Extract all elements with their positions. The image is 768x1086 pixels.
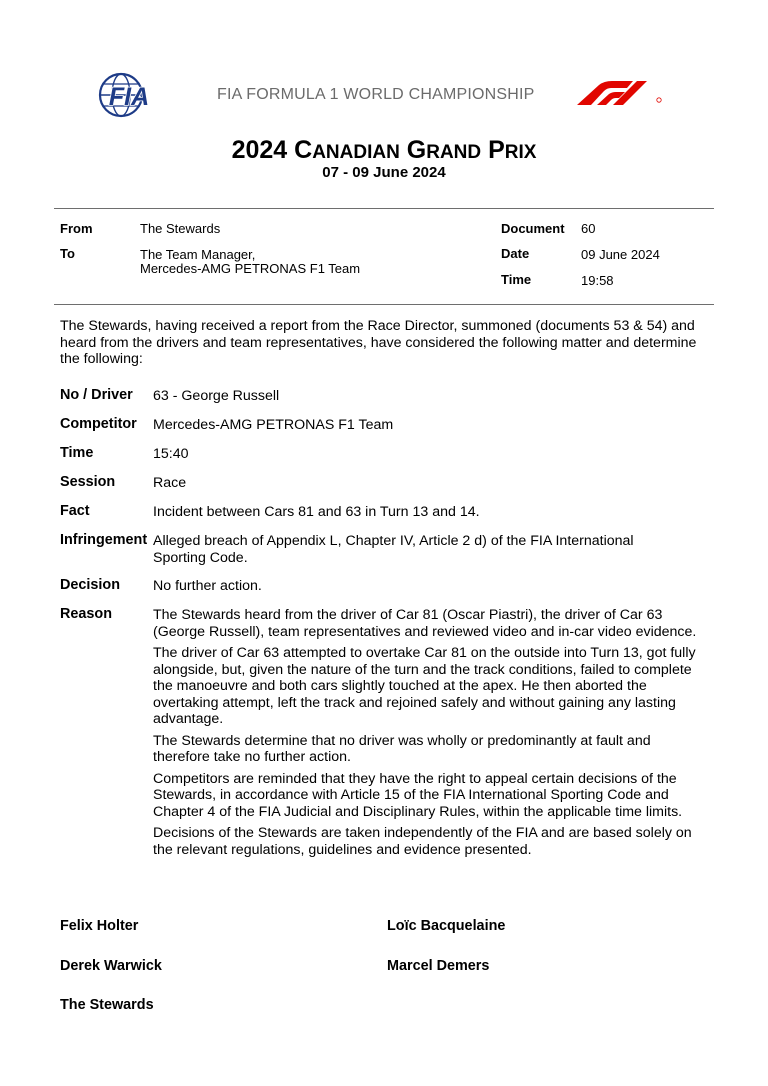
reason-text <box>153 607 701 863</box>
driver-label: No / Driver <box>60 387 133 403</box>
decision-label: Decision <box>60 577 120 593</box>
event-dates: 07 - 09 June 2024 <box>322 164 446 181</box>
incident-time-label: Time <box>60 445 94 461</box>
fia-logo <box>98 72 160 118</box>
fact-value: Incident between Cars 81 and 63 in Turn 13 and 14. <box>153 504 480 520</box>
reason-paragraph: Competitors are reminded that they have the right to appeal certain decisions of the Stewards, in accordance with Article 15 of the FIA International Sporting Code and Chapter 4 of the FIA Judicial and Disciplinary Rules, within the applicable time limits. <box>153 770 683 820</box>
infringement-value: Alleged breach of Appendix L, Chapter IV, Article 2 d) of the FIA International Sporting Code. <box>153 533 634 566</box>
to-value: The Team Manager, Mercedes-AMG PETRONAS F1 Team <box>140 247 361 276</box>
steward-name: Marcel Demers <box>387 958 490 974</box>
date-label: Date <box>501 246 530 261</box>
infringement-label: Infringement <box>60 532 148 548</box>
session-label: Session <box>60 474 116 490</box>
to-label: To <box>60 246 75 261</box>
from-value: The Stewards <box>140 221 221 236</box>
time-label: Time <box>501 272 532 287</box>
document-label: Document <box>501 221 565 236</box>
reason-label: Reason <box>60 606 112 622</box>
competitor-value: Mercedes-AMG PETRONAS F1 Team <box>153 417 394 433</box>
date-value: 09 June 2024 <box>581 247 660 262</box>
steward-name: Loïc Bacquelaine <box>387 918 506 934</box>
driver-value: 63 - George Russell <box>153 388 280 404</box>
incident-time-value: 15:40 <box>153 446 189 462</box>
intro-paragraph: The Stewards, having received a report from the Race Director, summoned (documents 53 & 54) and heard from the drivers and team representatives, have considered the following matter and determine the following: <box>60 318 697 367</box>
reason-paragraph: Decisions of the Stewards are taken independently of the FIA and are based solely on the relevant regulations, guidelines and evidence presented. <box>153 825 692 858</box>
fia-logo-text: FIA <box>108 83 150 111</box>
time-value: 19:58 <box>581 273 614 288</box>
reason-paragraph: The driver of Car 63 attempted to overtake Car 81 on the outside into Turn 13, got fully alongside, but, given the nature of the turn and the track conditions, failed to complete the manoeuvre and both cars slightly touched at the apex. He then aborted the overtaking attempt, left the track and rejoined safely and without gaining any lasting advantage. <box>153 645 696 727</box>
fact-label: Fact <box>60 503 90 519</box>
steward-name: Felix Holter <box>60 918 139 934</box>
championship-title: FIA FORMULA 1 WORLD CHAMPIONSHIP <box>217 86 535 103</box>
divider-top <box>54 208 714 209</box>
from-label: From <box>60 221 93 236</box>
title-year: 2024 <box>231 136 288 164</box>
divider-bottom <box>54 304 714 305</box>
reason-paragraph: The Stewards heard from the driver of Car 81 (Oscar Piastri), the driver of Car 63 (George Russell), team representatives and reviewed video and in-car video evidence. <box>153 607 697 640</box>
steward-name: Derek Warwick <box>60 958 162 974</box>
session-value: Race <box>153 475 187 491</box>
document-value: 60 <box>581 221 596 236</box>
f1-logo <box>575 80 667 106</box>
reason-paragraph: The Stewards determine that no driver was wholly or predominantly at fault and therefore take no further action. <box>153 732 651 765</box>
decision-value: No further action. <box>153 578 262 594</box>
competitor-label: Competitor <box>60 416 137 432</box>
stewards-signature-footer: The Stewards <box>60 997 154 1013</box>
event-title: 2024 CANADIAN GRAND PRIX <box>231 136 537 164</box>
